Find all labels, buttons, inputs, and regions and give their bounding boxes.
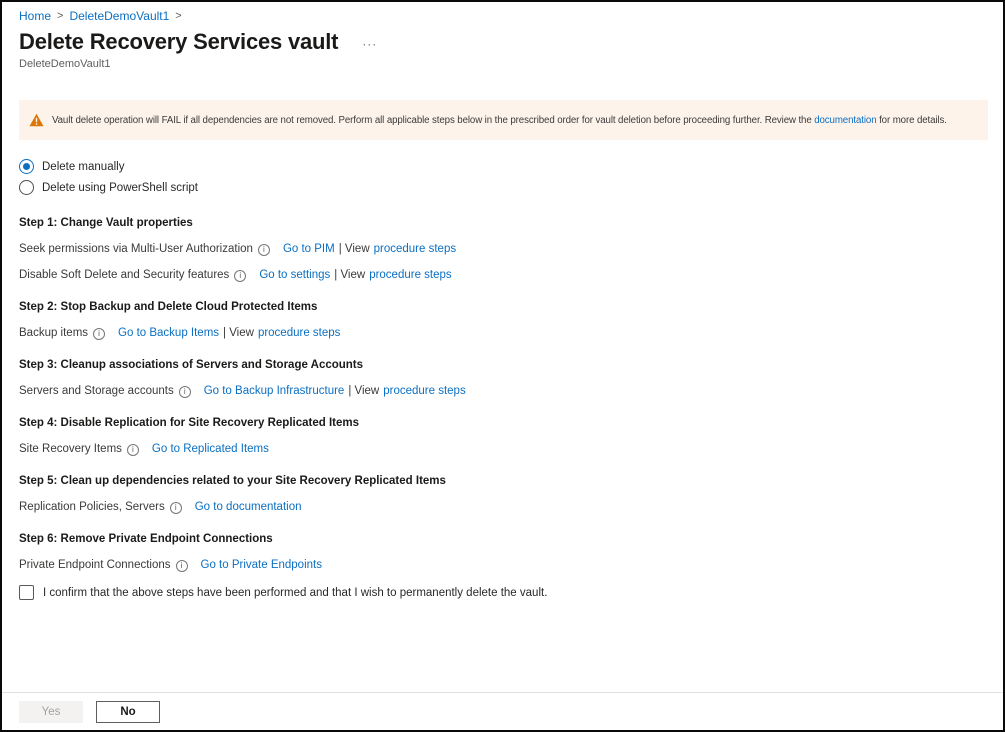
go-to-backup-infrastructure-link[interactable]: Go to Backup Infrastructure: [203, 385, 345, 397]
step-6-heading: Step 6: Remove Private Endpoint Connections: [19, 533, 273, 545]
delete-mode-radio-group: [19, 156, 988, 198]
step-row-site-recovery: Site Recovery Items i Go to Replicated Items: [19, 443, 988, 456]
documentation-link[interactable]: documentation: [814, 114, 877, 126]
go-to-pim-link[interactable]: Go to PIM: [282, 243, 335, 255]
step-row-replication-policies: Replication Policies, Servers i Go to documentation: [19, 501, 988, 514]
step-row-servers-storage: Servers and Storage accounts i Go to Backup Infrastructure | View procedure steps: [19, 385, 988, 398]
info-icon[interactable]: [258, 244, 270, 256]
step-5-heading: Step 5: Clean up dependencies related to your Site Recovery Replicated Items: [19, 475, 446, 487]
info-icon[interactable]: [234, 270, 246, 282]
confirm-checkbox-label: I confirm that the above steps have been performed and that I wish to permanently delete the vault.: [43, 586, 548, 599]
go-to-settings-link[interactable]: Go to settings: [259, 269, 331, 281]
radio-unselected-icon: [19, 180, 34, 195]
info-icon[interactable]: [93, 328, 105, 340]
step-3-heading: Step 3: Cleanup associations of Servers and Storage Accounts: [19, 359, 364, 371]
title-row: [19, 29, 988, 55]
procedure-steps-link[interactable]: procedure steps: [257, 327, 341, 339]
steps-list: [19, 217, 988, 572]
breadcrumb-separator: >: [57, 10, 64, 22]
step-row-backup-items: Backup items i Go to Backup Items | View procedure steps: [19, 327, 988, 340]
info-icon[interactable]: [179, 386, 191, 398]
confirm-checkbox[interactable]: [19, 585, 34, 600]
page-title: Delete Recovery Services vault: [19, 29, 339, 54]
info-icon[interactable]: [176, 560, 188, 572]
go-to-documentation-link[interactable]: Go to documentation: [194, 501, 302, 513]
breadcrumb-home-link[interactable]: Home: [19, 9, 52, 23]
warning-triangle-icon: [29, 113, 44, 127]
vault-name-subtitle: DeleteDemoVault1: [19, 58, 111, 70]
info-icon[interactable]: [127, 444, 139, 456]
go-to-replicated-items-link[interactable]: Go to Replicated Items: [151, 443, 269, 455]
go-to-private-endpoints-link[interactable]: Go to Private Endpoints: [200, 559, 322, 571]
confirm-delete-row: [19, 585, 547, 600]
step-4-heading: Step 4: Disable Replication for Site Recovery Replicated Items: [19, 417, 359, 429]
breadcrumb: [19, 2, 988, 23]
breadcrumb-separator: >: [175, 10, 182, 22]
step-row-private-endpoints: Private Endpoint Connections i Go to Private Endpoints: [19, 559, 988, 572]
more-options-icon[interactable]: ···: [362, 37, 378, 51]
step-1-heading: Step 1: Change Vault properties: [19, 217, 193, 229]
procedure-steps-link[interactable]: procedure steps: [373, 243, 457, 255]
procedure-steps-link[interactable]: procedure steps: [383, 385, 466, 397]
warning-banner-text: Vault delete operation will FAIL if all dependencies are not removed. Perform all applicable steps below in the prescribed order for vault deletion before proceeding further. Review the documentation for more details.: [52, 114, 947, 126]
radio-delete-manually[interactable]: Delete manually: [19, 156, 124, 177]
info-icon[interactable]: [170, 502, 182, 514]
radio-selected-icon: [19, 159, 34, 174]
step-row-mua: Seek permissions via Multi-User Authorization i Go to PIM | View procedure steps: [19, 243, 988, 256]
breadcrumb-vault-link[interactable]: DeleteDemoVault1: [69, 9, 170, 23]
go-to-backup-items-link[interactable]: Go to Backup Items: [118, 327, 220, 339]
step-2-heading: Step 2: Stop Backup and Delete Cloud Protected Items: [19, 301, 318, 313]
step-row-soft-delete: Disable Soft Delete and Security features i Go to settings | View procedure steps: [19, 269, 988, 282]
warning-banner: [19, 100, 988, 140]
radio-delete-powershell[interactable]: Delete using PowerShell script: [19, 177, 198, 198]
no-button[interactable]: No: [96, 701, 160, 723]
procedure-steps-link[interactable]: procedure steps: [369, 269, 452, 281]
yes-button[interactable]: Yes: [19, 701, 83, 723]
footer-action-bar: [2, 692, 1003, 730]
